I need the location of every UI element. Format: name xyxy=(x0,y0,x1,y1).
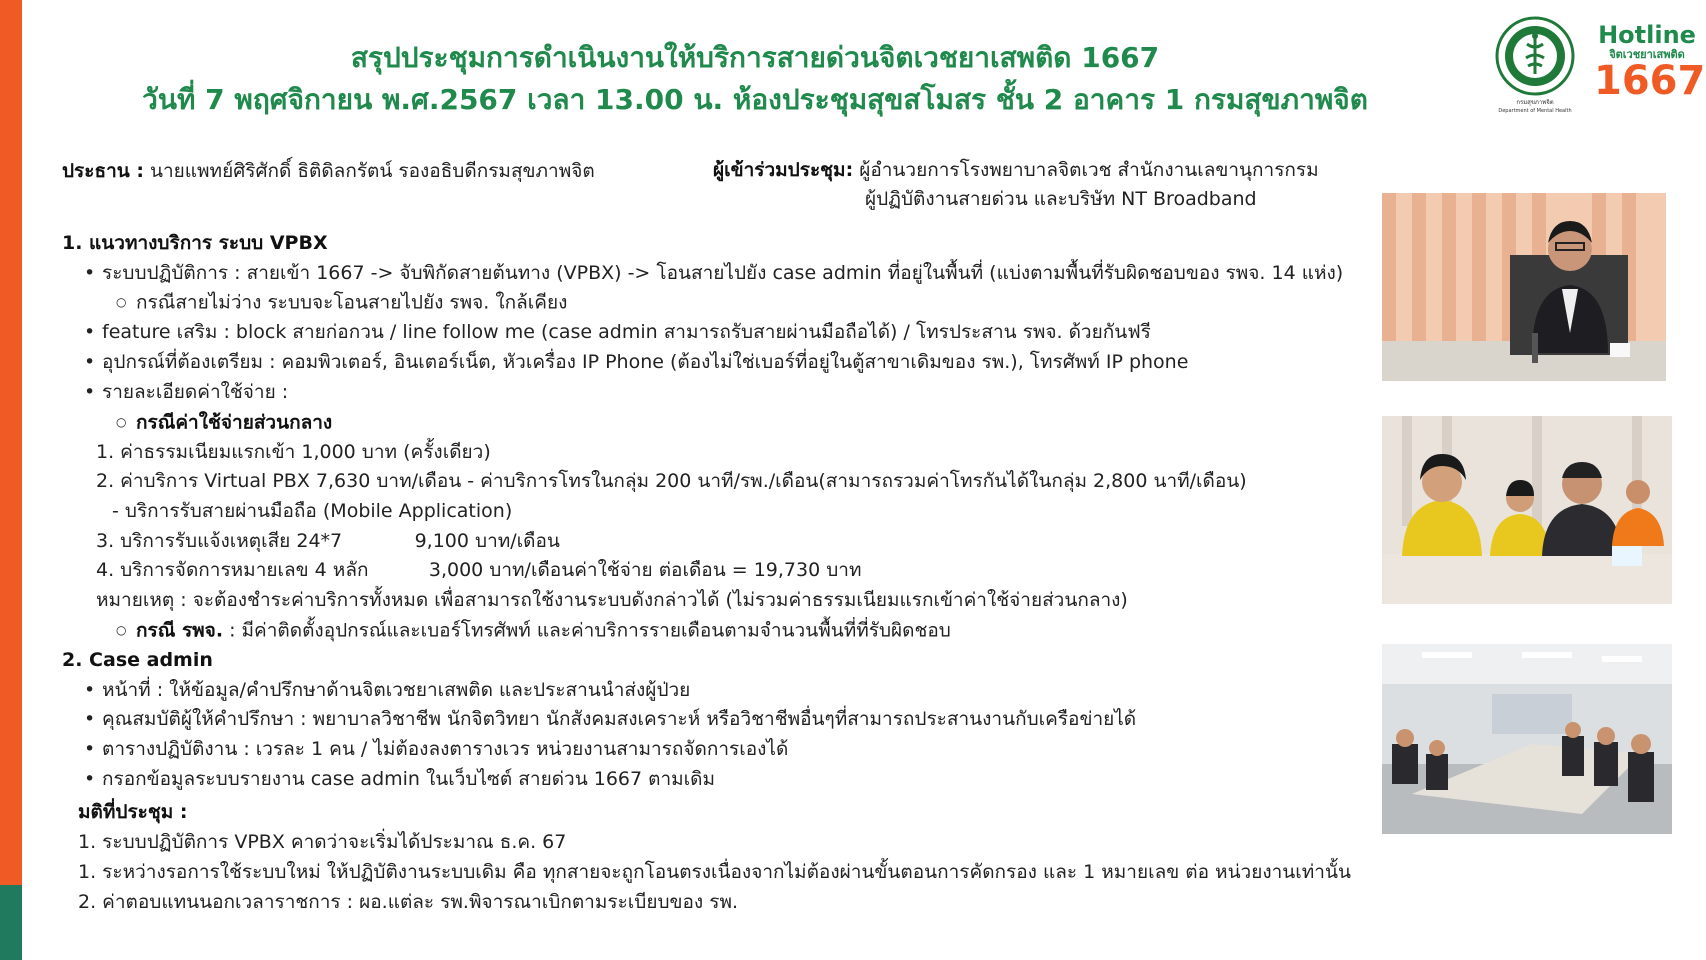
bullet-system: • ระบบปฏิบัติการ : สายเข้า 1667 -> จับพิกัดสายต้นทาง (VPBX) -> โอนสายไปยัง case admin ที่อยู่ในพื้นที่ (แบ่งตามพื้นที่รับผิดชอบของ รพจ. 14 แห่ง) xyxy=(62,259,1382,289)
resolution-item: 1. ระหว่างรอการใช้ระบบใหม่ ให้ปฏิบัติงานระบบเดิม คือ ทุกสายจะถูกโอนตรงเนื่องจากไม่ต้องผ่านขั้นตอนการคัดกรอง และ 1 หมายเลข ต่อ หน่วยงานเท่านั้น xyxy=(78,860,1351,883)
moph-caption: กรมสุขภาพจิต xyxy=(1516,99,1554,106)
cost-item-3: 3. บริการรับแจ้งเหตุเสีย 24*7 9,100 บาท/เดือน xyxy=(96,529,560,552)
attendees-label: ผู้เข้าร่วมประชุม: xyxy=(713,159,854,181)
cost-item-2b: - บริการรับสายผ่านมือถือ (Mobile Application) xyxy=(112,500,513,523)
attendees-line-2: ผู้ปฏิบัติงานสายด่วน และบริษัท NT Broadband xyxy=(865,188,1257,210)
bullet-feature: • feature เสริม : block สายก่อกวน / line follow me (case admin สามารถรับสายผ่านมือถือได้) / โทรประสาน รพจ. ด้วยกันฟรี xyxy=(62,318,1382,348)
meeting-summary-body xyxy=(62,229,1382,917)
ministry-of-public-health-logo xyxy=(1490,14,1580,114)
resolutions-heading: มติที่ประชุม : xyxy=(78,801,188,824)
meeting-photo-attendees xyxy=(1382,416,1672,604)
meeting-photo-conference-room xyxy=(1382,644,1672,834)
chair-label: ประธาน : xyxy=(62,160,144,182)
bullet-qualification: • คุณสมบัติผู้ให้คำปรึกษา : พยาบาลวิชาชีพ นักจิตวิทยา นักสังคมสงเคราะห์ หรือวิชาชีพอื่นๆที่สามารถประสานงานกับเครือข่ายได้ xyxy=(62,705,1382,735)
hotline-word: Hotline xyxy=(1598,21,1696,49)
meeting-attendees xyxy=(713,156,1319,214)
left-orange-stripe xyxy=(0,0,22,885)
chair-value: นายแพทย์ศิริศักดิ์ ธิติดิลกรัตน์ รองอธิบดีกรมสุขภาพจิต xyxy=(149,160,595,182)
attendees-line-1: ผู้อำนวยการโรงพยาบาลจิตเวช สำนักงานเลขานุการกรม xyxy=(859,159,1319,181)
resolution-item: 2. ค่าตอบแทนนอกเวลาราชการ : ผอ.แต่ละ รพ.พิจารณาเบิกตามระเบียบของ รพ. xyxy=(78,890,739,913)
title-line-1: สรุปประชุมการดำเนินงานให้บริการสายด่วนจิตเวชยาเสพติด 1667 xyxy=(350,41,1160,74)
hotline-1667-logo xyxy=(1594,21,1706,104)
cost-item-2: 2. ค่าบริการ Virtual PBX 7,630 บาท/เดือน - ค่าบริการโทรในกลุ่ม 200 นาที/รพ./เดือน(สามารถรวมค่าโทรกันได้ในกลุ่ม 2,800 นาที/เดือน) xyxy=(96,470,1247,493)
bullet-equipment: • อุปกรณ์ที่ต้องเตรียม : คอมพิวเตอร์, อินเตอร์เน็ต, หัวเครื่อง IP Phone (ต้องไม่ใช่เบอร์ที่อยู่ในตู้สาขาเดิมของ รพ.), โทรศัพท์ IP phone xyxy=(62,348,1382,378)
sub-bullet-central-cost: ○ กรณีค่าใช้จ่ายส่วนกลาง xyxy=(62,408,1382,438)
resolution-item: 1. ระบบปฏิบัติการ VPBX คาดว่าจะเริ่มได้ประมาณ ธ.ค. 67 xyxy=(78,831,567,854)
bullet-schedule: • ตารางปฏิบัติงาน : เวรละ 1 คน / ไม่ต้องลงตารางเวร หน่วยงานสามารถจัดการเองได้ xyxy=(62,735,1382,765)
sub-bullet-hospital-cost: ○ กรณี รพจ. : มีค่าติดตั้งอุปกรณ์และเบอร์โทรศัพท์ และค่าบริการรายเดือนตามจำนวนพื้นที่ที่รับผิดชอบ xyxy=(62,616,1382,646)
cost-note: หมายเหตุ : จะต้องชำระค่าบริการทั้งหมด เพื่อสามารถใช้งานระบบดังกล่าวได้ (ไม่รวมค่าธรรมเนียมแรกเข้าค่าใช้จ่ายส่วนกลาง) xyxy=(96,589,1128,612)
moph-caption-en: Department of Mental Health xyxy=(1498,108,1572,114)
sub-bullet-busy: ○ กรณีสายไม่ว่าง ระบบจะโอนสายไปยัง รพจ. ใกล้เคียง xyxy=(62,288,1382,318)
left-green-stripe xyxy=(0,885,22,960)
bullet-duty: • หน้าที่ : ให้ข้อมูล/คำปรึกษาด้านจิตเวชยาเสพติด และประสานนำส่งผู้ป่วย xyxy=(62,676,1382,706)
cost-item-4: 4. บริการจัดการหมายเลข 4 หลัก 3,000 บาท/เดือนค่าใช้จ่าย ต่อเดือน = 19,730 บาท xyxy=(96,559,862,582)
cost-item-1: 1. ค่าธรรมเนียมแรกเข้า 1,000 บาท (ครั้งเดียว) xyxy=(96,440,491,463)
title-line-2: วันที่ 7 พฤศจิกายน พ.ศ.2567 เวลา 13.00 น. ห้องประชุมสุขสโมสร ชั้น 2 อาคาร 1 กรมสุขภาพจิต xyxy=(142,83,1368,116)
hotline-number: 1667 xyxy=(1594,58,1706,104)
meeting-photo-chairperson xyxy=(1382,193,1666,381)
meeting-chair xyxy=(62,156,595,186)
bullet-cost: • รายละเอียดค่าใช้จ่าย : xyxy=(62,378,1382,408)
section-1-heading: 1. แนวทางบริการ ระบบ VPBX xyxy=(62,232,328,254)
page-title xyxy=(60,38,1450,122)
bullet-report: • กรอกข้อมูลระบบรายงาน case admin ในเว็บไซต์ สายด่วน 1667 ตามเดิม xyxy=(62,765,1382,795)
hotline-subtitle: จิตเวชยาเสพติด xyxy=(1609,48,1685,61)
section-2-heading: 2. Case admin xyxy=(62,648,213,671)
